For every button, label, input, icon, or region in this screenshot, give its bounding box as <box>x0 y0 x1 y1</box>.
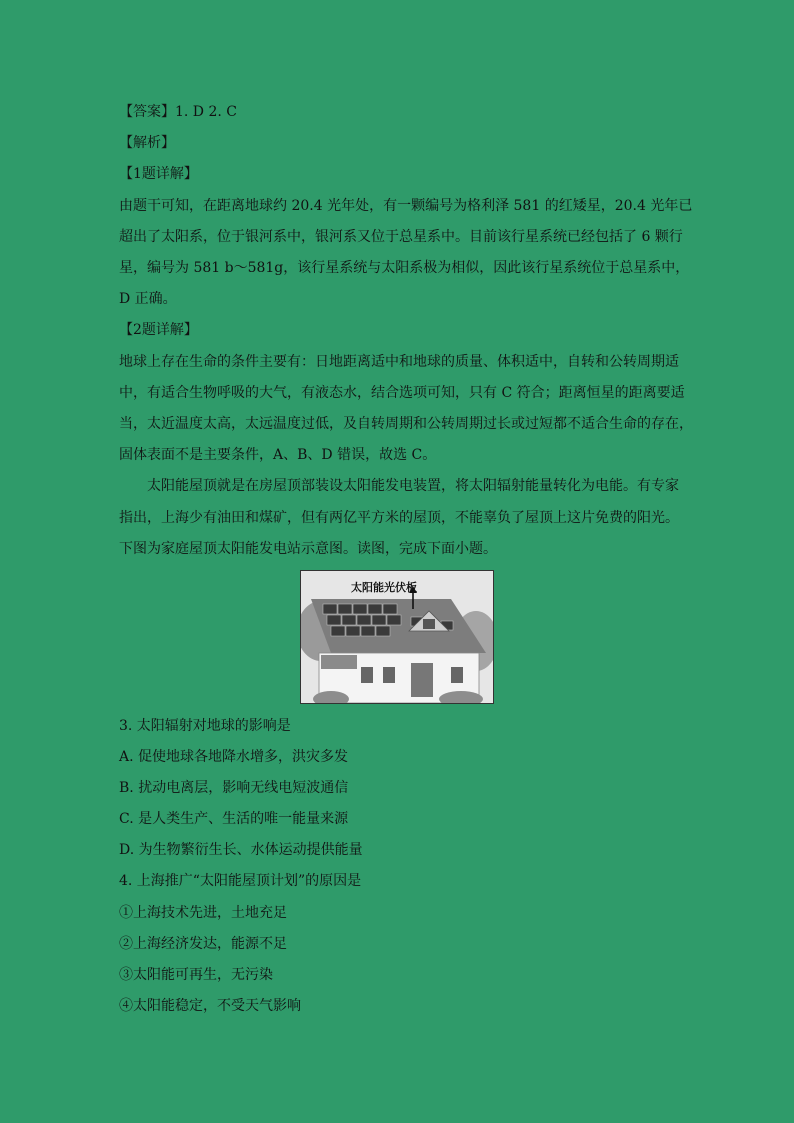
answer-line: 【答案】1. D 2. C <box>119 104 238 120</box>
q3-stem: 3. 太阳辐射对地球的影响是 <box>119 718 291 734</box>
q1-detail-line: 由题干可知，在距离地球约 20.4 光年处，有一颗编号为格利泽 581 的红矮星，20.4 光年已 <box>119 198 693 214</box>
q3-option-a: A. 促使地球各地降水增多，洪灾多发 <box>119 749 349 765</box>
q4-stem: 4. 上海推广“太阳能屋顶计划”的原因是 <box>119 873 362 889</box>
q2-detail-line: 中，有适合生物呼吸的大气，有液态水，结合选项可知，只有 C 符合；距离恒星的距离要适 <box>119 385 685 401</box>
q1-detail-line: 超出了太阳系，位于银河系中，银河系又位于总星系中。目前该行星系统已经包括了 6 颗行 <box>119 229 683 245</box>
solar-panel-label: 太阳能光伏板 <box>351 581 417 594</box>
q4-item-3: ③太阳能可再生，无污染 <box>119 967 273 983</box>
passage-line: 太阳能屋顶就是在房屋顶部装设太阳能发电装置，将太阳辐射能量转化为电能。有专家 <box>147 478 679 494</box>
q3-option-b: B. 扰动电离层，影响无线电短波通信 <box>119 780 349 796</box>
q1-detail-line: D 正确。 <box>119 291 177 307</box>
q2-detail-line: 固体表面不是主要条件，A、B、D 错误，故选 C。 <box>119 447 437 463</box>
q3-option-d: D. 为生物繁衍生长、水体运动提供能量 <box>119 842 363 858</box>
q2-detail-heading: 【2题详解】 <box>119 322 198 338</box>
solar-roof-figure <box>300 570 494 704</box>
q4-item-2: ②上海经济发达，能源不足 <box>119 936 287 952</box>
q3-option-c: C. 是人类生产、生活的唯一能量来源 <box>119 811 349 827</box>
passage-line: 指出，上海少有油田和煤矿，但有两亿平方米的屋顶，不能辜负了屋顶上这片免费的阳光。 <box>119 510 679 526</box>
q2-detail-line: 地球上存在生命的条件主要有：日地距离适中和地球的质量、体积适中，自转和公转周期适 <box>119 354 679 370</box>
q1-detail-line: 星，编号为 581 b～581g，该行星系统与太阳系极为相似，因此该行星系统位于总星系中， <box>119 260 690 276</box>
analysis-heading: 【解析】 <box>119 135 175 151</box>
q4-item-4: ④太阳能稳定，不受天气影响 <box>119 998 301 1014</box>
q2-detail-line: 当，太近温度太高，太远温度过低，及自转周期和公转周期过长或过短都不适合生命的存在， <box>119 416 693 432</box>
q4-item-1: ①上海技术先进，土地充足 <box>119 905 287 921</box>
q1-detail-heading: 【1题详解】 <box>119 166 198 182</box>
passage-line: 下图为家庭屋顶太阳能发电站示意图。读图，完成下面小题。 <box>119 541 497 557</box>
